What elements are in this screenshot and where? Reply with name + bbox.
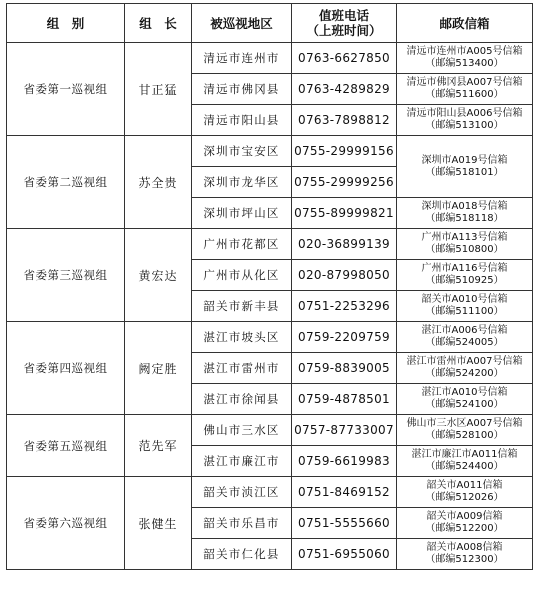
area-cell: 韶关市新丰县 bbox=[192, 291, 292, 322]
mailbox-postcode: （邮编510800） bbox=[425, 244, 504, 255]
phone-cell: 0763-7898812 bbox=[292, 105, 397, 136]
group-leader: 黄宏达 bbox=[125, 229, 192, 322]
table-row bbox=[7, 415, 533, 446]
mailbox-address: 湛江市雷州市A007号信箱 bbox=[406, 356, 523, 367]
header-phone bbox=[292, 4, 397, 43]
mailbox-address: 广州市A113号信箱 bbox=[421, 232, 508, 243]
mailbox-address: 深圳市A019号信箱 bbox=[421, 154, 508, 166]
mailbox-postcode: （邮编513100） bbox=[425, 120, 504, 131]
table-row bbox=[7, 43, 533, 74]
group-name: 省委第三巡视组 bbox=[7, 229, 125, 322]
mailbox-cell bbox=[397, 508, 533, 539]
phone-cell: 0751-2253296 bbox=[292, 291, 397, 322]
mailbox-cell bbox=[397, 322, 533, 353]
group-name: 省委第五巡视组 bbox=[7, 415, 125, 477]
mailbox-cell bbox=[397, 229, 533, 260]
group-name: 省委第二巡视组 bbox=[7, 136, 125, 229]
group-leader: 范先军 bbox=[125, 415, 192, 477]
area-cell: 湛江市徐闻县 bbox=[192, 384, 292, 415]
header-group: 组 别 bbox=[7, 4, 125, 43]
phone-cell: 0751-8469152 bbox=[292, 477, 397, 508]
phone-cell: 020-87998050 bbox=[292, 260, 397, 291]
header-area: 被巡视地区 bbox=[192, 4, 292, 43]
mailbox-address: 湛江市廉江市A011信箱 bbox=[411, 449, 518, 460]
mailbox-address: 韶关市A011信箱 bbox=[426, 480, 503, 491]
group-name: 省委第六巡视组 bbox=[7, 477, 125, 570]
mailbox-postcode: （邮编510925） bbox=[425, 275, 504, 286]
mailbox-cell bbox=[397, 136, 533, 198]
phone-cell: 0759-4878501 bbox=[292, 384, 397, 415]
group-leader: 苏全贵 bbox=[125, 136, 192, 229]
group-name: 省委第四巡视组 bbox=[7, 322, 125, 415]
mailbox-cell bbox=[397, 353, 533, 384]
area-cell: 佛山市三水区 bbox=[192, 415, 292, 446]
mailbox-postcode: （邮编524400） bbox=[425, 461, 504, 472]
mailbox-address: 韶关市A009信箱 bbox=[426, 511, 503, 522]
area-cell: 深圳市坪山区 bbox=[192, 198, 292, 229]
mailbox-cell bbox=[397, 198, 533, 229]
area-cell: 广州市从化区 bbox=[192, 260, 292, 291]
inspection-roster-table bbox=[6, 3, 533, 570]
mailbox-cell bbox=[397, 43, 533, 74]
mailbox-address: 广州市A116号信箱 bbox=[421, 263, 508, 274]
mailbox-postcode: （邮编512200） bbox=[425, 523, 504, 534]
mailbox-address: 韶关市A010号信箱 bbox=[421, 294, 508, 305]
mailbox-postcode: （邮编524200） bbox=[425, 368, 504, 379]
table-row bbox=[7, 322, 533, 353]
mailbox-cell bbox=[397, 415, 533, 446]
mailbox-address: 佛山市三水区A007号信箱 bbox=[406, 418, 523, 429]
mailbox-cell bbox=[397, 291, 533, 322]
phone-cell: 0751-5555660 bbox=[292, 508, 397, 539]
phone-cell: 0757-87733007 bbox=[292, 415, 397, 446]
mailbox-address: 湛江市A010号信箱 bbox=[421, 387, 508, 398]
area-cell: 深圳市龙华区 bbox=[192, 167, 292, 198]
area-cell: 清远市阳山县 bbox=[192, 105, 292, 136]
area-cell: 湛江市廉江市 bbox=[192, 446, 292, 477]
header-phone-line1: 值班电话 bbox=[318, 8, 369, 23]
area-cell: 韶关市仁化县 bbox=[192, 539, 292, 570]
mailbox-address: 清远市阳山县A006号信箱 bbox=[406, 108, 523, 119]
mailbox-postcode: （邮编511600） bbox=[425, 89, 504, 100]
mailbox-cell bbox=[397, 446, 533, 477]
mailbox-postcode: （邮编512026） bbox=[425, 492, 504, 503]
area-cell: 韶关市乐昌市 bbox=[192, 508, 292, 539]
phone-cell: 0755-29999156 bbox=[292, 136, 397, 167]
phone-cell: 0763-6627850 bbox=[292, 43, 397, 74]
mailbox-address: 韶关市A008信箱 bbox=[426, 542, 503, 553]
mailbox-cell bbox=[397, 105, 533, 136]
phone-cell: 020-36899139 bbox=[292, 229, 397, 260]
area-cell: 清远市佛冈县 bbox=[192, 74, 292, 105]
mailbox-postcode: （邮编518118） bbox=[425, 213, 504, 224]
mailbox-postcode: （邮编512300） bbox=[425, 554, 504, 565]
area-cell: 深圳市宝安区 bbox=[192, 136, 292, 167]
mailbox-cell bbox=[397, 539, 533, 570]
mailbox-cell bbox=[397, 477, 533, 508]
phone-cell: 0759-2209759 bbox=[292, 322, 397, 353]
phone-cell: 0759-6619983 bbox=[292, 446, 397, 477]
area-cell: 湛江市雷州市 bbox=[192, 353, 292, 384]
mailbox-address: 清远市连州市A005号信箱 bbox=[406, 46, 523, 57]
area-cell: 湛江市坡头区 bbox=[192, 322, 292, 353]
header-leader: 组 长 bbox=[125, 4, 192, 43]
group-leader: 阙定胜 bbox=[125, 322, 192, 415]
mailbox-postcode: （邮编528100） bbox=[425, 430, 504, 441]
mailbox-cell bbox=[397, 260, 533, 291]
area-cell: 广州市花都区 bbox=[192, 229, 292, 260]
header-row bbox=[7, 4, 533, 43]
group-leader: 甘正猛 bbox=[125, 43, 192, 136]
mailbox-postcode: （邮编511100） bbox=[425, 306, 504, 317]
phone-cell: 0755-89999821 bbox=[292, 198, 397, 229]
phone-cell: 0755-29999256 bbox=[292, 167, 397, 198]
mailbox-postcode: （邮编524005） bbox=[425, 337, 504, 348]
header-mailbox: 邮政信箱 bbox=[397, 4, 533, 43]
mailbox-address: 清远市佛冈县A007号信箱 bbox=[406, 77, 523, 88]
area-cell: 清远市连州市 bbox=[192, 43, 292, 74]
mailbox-postcode: （邮编518101） bbox=[425, 166, 504, 178]
mailbox-postcode: （邮编524100） bbox=[425, 399, 504, 410]
group-leader: 张健生 bbox=[125, 477, 192, 570]
table-row bbox=[7, 136, 533, 167]
phone-cell: 0763-4289829 bbox=[292, 74, 397, 105]
area-cell: 韶关市浈江区 bbox=[192, 477, 292, 508]
table-row bbox=[7, 477, 533, 508]
mailbox-postcode: （邮编513400） bbox=[425, 58, 504, 69]
phone-cell: 0751-6955060 bbox=[292, 539, 397, 570]
phone-cell: 0759-8839005 bbox=[292, 353, 397, 384]
table-row bbox=[7, 229, 533, 260]
group-name: 省委第一巡视组 bbox=[7, 43, 125, 136]
mailbox-cell bbox=[397, 74, 533, 105]
mailbox-cell bbox=[397, 384, 533, 415]
mailbox-address: 湛江市A006号信箱 bbox=[421, 325, 508, 336]
mailbox-address: 深圳市A018号信箱 bbox=[421, 201, 508, 212]
header-phone-line2: （上班时间） bbox=[306, 23, 382, 38]
